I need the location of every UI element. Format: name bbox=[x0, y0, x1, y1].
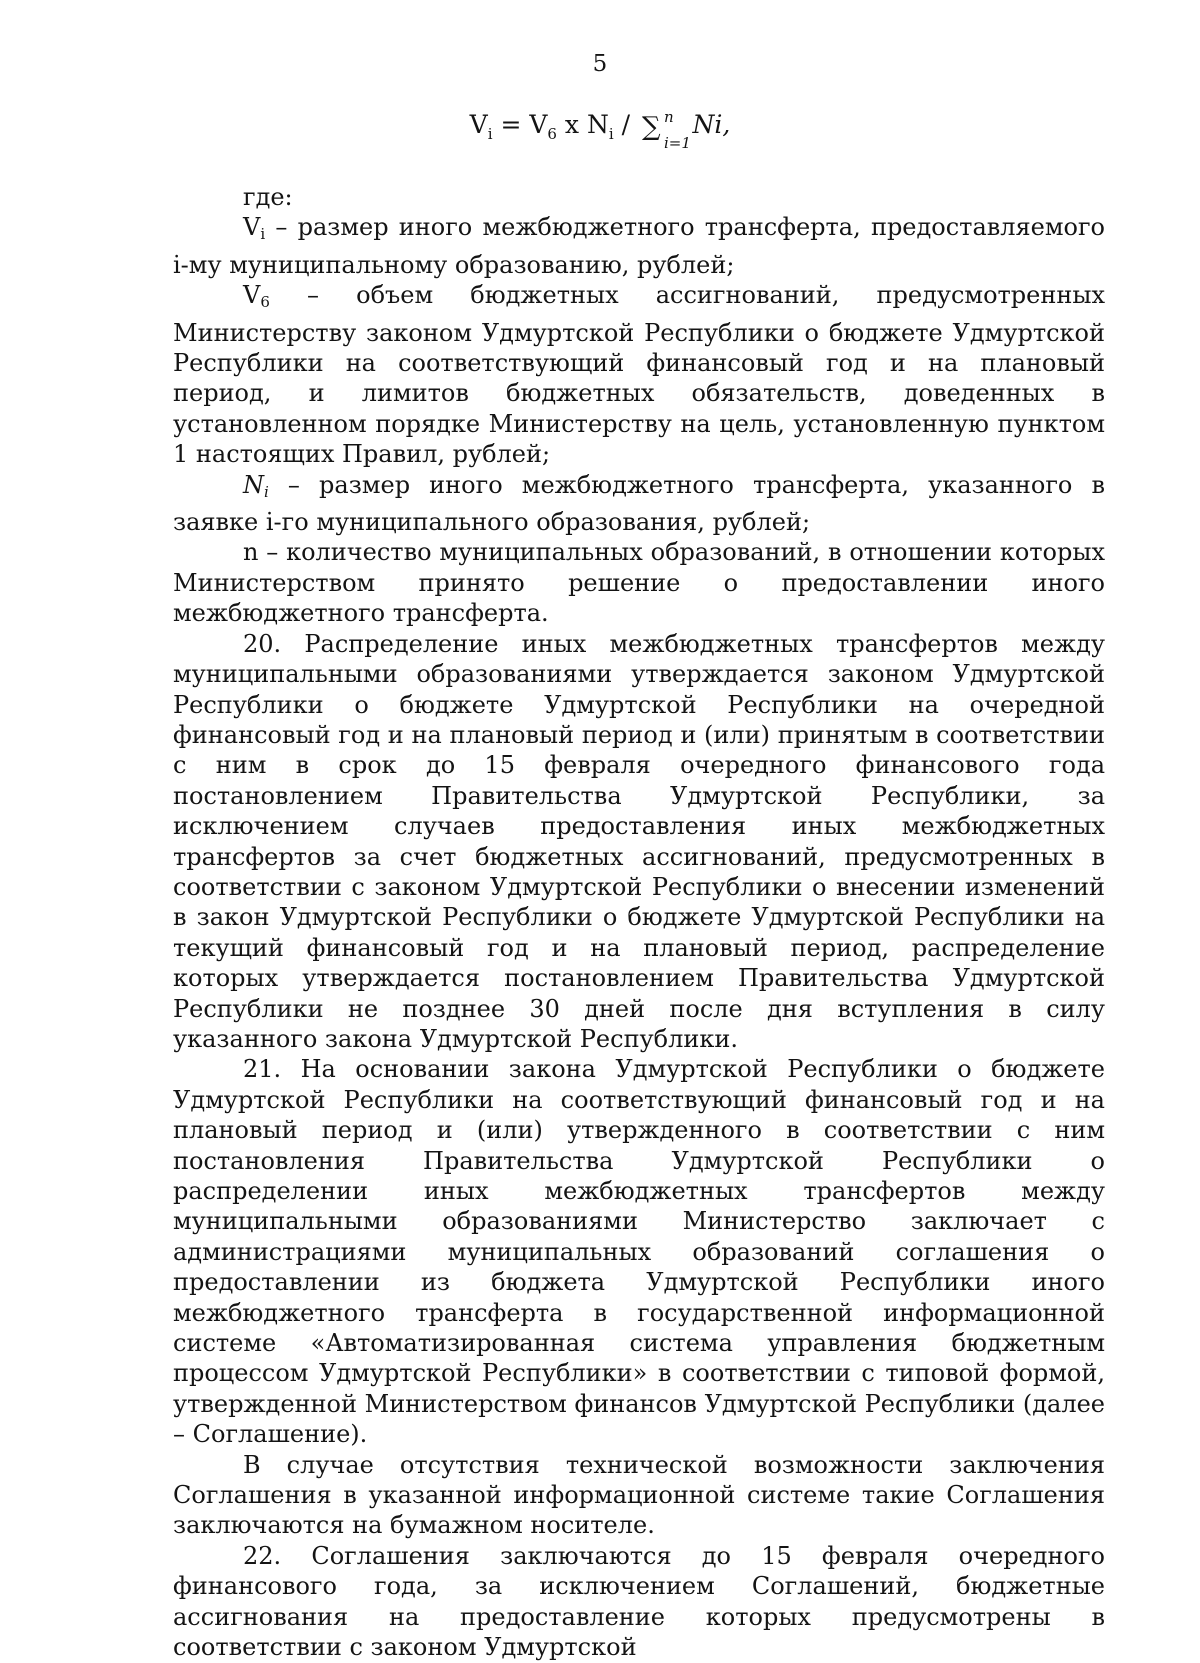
distribution-formula bbox=[0, 108, 1200, 151]
formula-sum: ∑ n i=1 bbox=[641, 107, 691, 152]
formula-sum-term: Ni, bbox=[692, 110, 731, 139]
paragraph-21: 21. На основании закона Удмуртской Республики о бюджете Удмуртской Республики на соответствующий финансовый год и на плановый период и (или) утвержденного в соответствии с ним постановления Правительства Удмуртской Республики о распределении иных межбюджетных трансфертов между муниципальными образованиями Министерство заключает с администрациями муниципальных образований соглашения о предоставлении из бюджета Удмуртской Республики иного межбюджетного трансферта в государственной информационной системе «Автоматизированная система управления бюджетным процессом Удмуртской Республики» в соответствии с типовой формой, утвержденной Министерством финансов Удмуртской Республики (далее – Соглашение). bbox=[173, 1055, 1105, 1449]
definition-symbol: $V_i$ bbox=[243, 213, 266, 244]
definition-symbol: $V_6$ bbox=[243, 281, 270, 312]
paragraph-20: 20. Распределение иных межбюджетных трансфертов между муниципальными образованиями утверждается законом Удмуртской Республики о бюджете Удмуртской Республики на очередной финансовый год и на плановый период и (или) принятым в соответствии с ним в срок до 15 февраля очередного финансового года постановлением Правительства Удмуртской Республики, за исключением случаев предоставления иных межбюджетных трансфертов за счет бюджетных ассигнований, предусмотренных в соответствии с законом Удмуртской Республики о внесении изменений в закон Удмуртской Республики о бюджете Удмуртской Республики на текущий финансовый год и на плановый период, распределение которых утверждается постановлением Правительства Удмуртской Республики не позднее 30 дней после дня вступления в силу указанного закона Удмуртской Республики. bbox=[173, 629, 1105, 1053]
definition-v6: $V_6$ – объем бюджетных ассигнований, предусмотренных Министерству законом Удмуртской Республики о бюджете Удмуртской Республики на соответствующий финансовый год и на плановый период, и лимитов бюджетных обязательств, доведенных в установленном порядке Министерству на цель, установленную пунктом 1 настоящих Правил, рублей; bbox=[173, 281, 1105, 469]
document-body bbox=[173, 182, 1105, 1663]
formula-equals: = bbox=[492, 110, 530, 139]
paragraph-21-paper: В случае отсутствия технической возможности заключения Соглашения в указанной информационной системе такие Соглашения заключаются на бумажном носителе. bbox=[173, 1450, 1105, 1540]
formula-slash: / bbox=[613, 110, 638, 139]
paragraph-22: 22. Соглашения заключаются до 15 февраля очередного финансового года, за исключением Соглашений, бюджетные ассигнования на предоставление которых предусмотрены в соответствии с законом Удмуртской bbox=[173, 1541, 1105, 1662]
formula-vi: $V_i$ bbox=[469, 110, 493, 143]
formula-v6: $V_6$ bbox=[529, 110, 557, 143]
definition-ni: $N_i$ – размер иного межбюджетного трансферта, указанного в заявке i-го муниципального образования, рублей; bbox=[173, 470, 1105, 537]
definition-symbol: n bbox=[243, 538, 259, 567]
page-number: 5 bbox=[592, 51, 608, 77]
definition-symbol: $N_i$ bbox=[243, 470, 269, 501]
where-label: где: bbox=[243, 183, 293, 211]
formula-ni: $N_i$ bbox=[586, 110, 614, 143]
definition-vi: $V_i$ – размер иного межбюджетного трансферта, предоставляемого i-му муниципальному образованию, рублей; bbox=[173, 213, 1105, 279]
definition-n: n – количество муниципальных образований, в отношении которых Министерством принято решение о предоставлении иного межбюджетного трансферта. bbox=[173, 538, 1105, 628]
formula-times: x bbox=[556, 110, 587, 139]
